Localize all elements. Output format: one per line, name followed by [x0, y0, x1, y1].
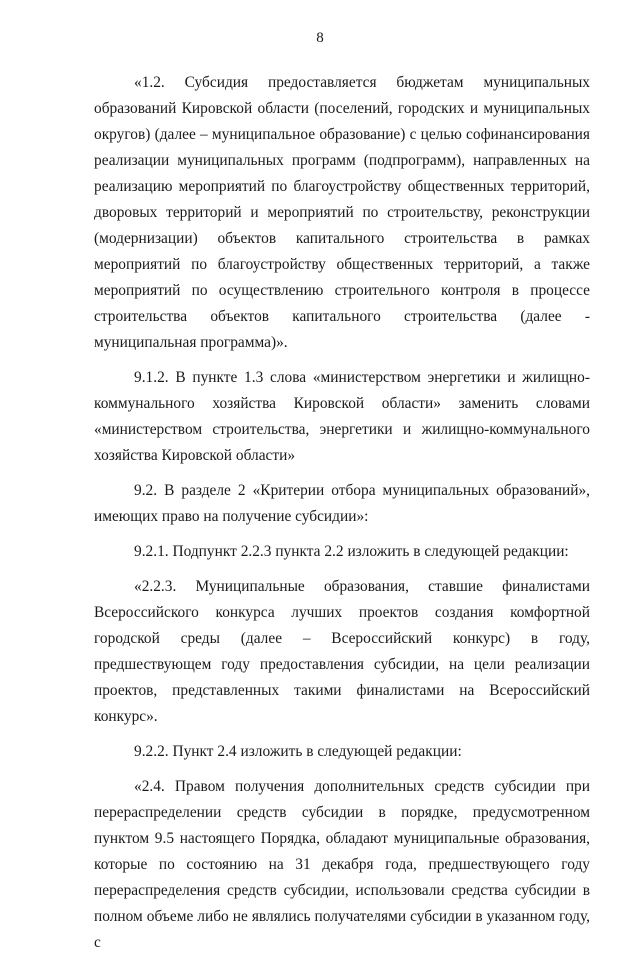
paragraph-1-2-subsidy: «1.2. Субсидия предоставляется бюджетам муниципальных образований Кировской области (поселений, городских и муниципальных округов) (далее – муниципальное образование) с целью софинансирования реализации муниципальных программ (подпрограмм), направленных на реализацию мероприятий по благоустройству общественных территорий, дворовых территорий и мероприятий по строительству, реконструкции (модернизации) объектов капитального строительства в рамках мероприятий по благоустройству общественных территорий, а также мероприятий по осуществлению строительного контроля в процессе строительства объектов капитального строительства (далее - муниципальная программа)».	[94, 74, 590, 351]
paragraph-9-1-2: 9.1.2. В пункте 1.3 слова «министерством энергетики и жилищно-коммунального хозяйства Кировской области» заменить словами «министерством строительства, энергетики и жилищно-коммунального хозяйства Кировской области»	[94, 369, 590, 464]
page-number: 8	[316, 30, 324, 46]
paragraph-9-2-2: 9.2.2. Пункт 2.4 изложить в следующей редакции:	[134, 743, 462, 760]
document-body	[94, 70, 590, 965]
paragraph-2-2-3: «2.2.3. Муниципальные образования, ставшие финалистами Всероссийского конкурса лучших проектов создания комфортной городской среды (далее – Всероссийский конкурс) в году, предшествующем году предоставления субсидии, на цели реализации проектов, представленных такими финалистами на Всероссийский конкурс».	[94, 578, 590, 725]
paragraph-9-2: 9.2. В разделе 2 «Критерии отбора муниципальных образований», имеющих право на получение субсидии»:	[94, 482, 590, 525]
paragraph-9-2-1: 9.2.1. Подпункт 2.2.3 пункта 2.2 изложить в следующей редакции:	[134, 543, 569, 560]
paragraph-2-4: «2.4. Правом получения дополнительных средств субсидии при перераспределении средств субсидии в порядке, предусмотренном пунктом 9.5 настоящего Порядка, обладают муниципальные образования, которые по состоянию на 31 декабря года, предшествующего году перераспределения средств субсидии, использовали средства субсидии в полном объеме либо не являлись получателями субсидии в указанном году, с	[94, 778, 590, 951]
